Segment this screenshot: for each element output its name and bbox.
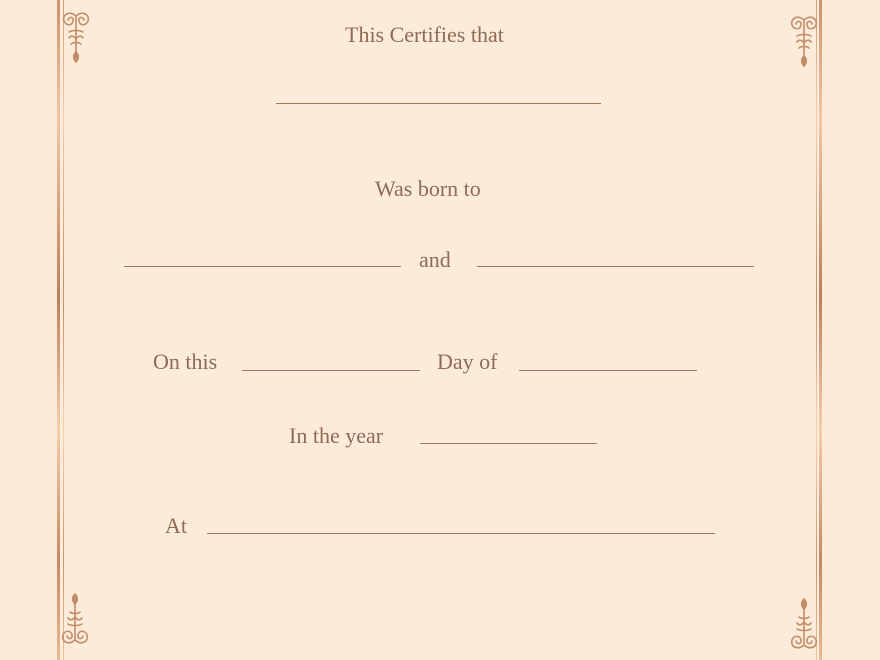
month-line <box>519 370 697 371</box>
day-line <box>242 370 420 371</box>
parent-two-line <box>477 266 754 267</box>
on-this-label: On this <box>153 349 218 374</box>
child-name-line <box>276 103 601 104</box>
frame-right-outer-line <box>819 0 822 660</box>
parent-one-line <box>124 266 401 267</box>
year-line <box>420 443 597 444</box>
frame-right-inner-line <box>816 0 817 660</box>
flourish-ornament-icon <box>59 8 93 64</box>
flourish-ornament-icon <box>58 592 92 648</box>
at-label: At <box>165 513 187 538</box>
born-to-label: Was born to <box>375 176 481 201</box>
flourish-ornament-icon <box>787 12 821 68</box>
day-of-label: Day of <box>437 349 498 374</box>
year-label: In the year <box>289 423 384 448</box>
frame-left-inner-line <box>63 0 64 660</box>
frame-left-outer-line <box>57 0 60 660</box>
flourish-ornament-icon <box>787 597 821 653</box>
and-label: and <box>419 247 451 272</box>
place-line <box>207 533 715 534</box>
certificate-heading: This Certifies that <box>345 22 504 47</box>
